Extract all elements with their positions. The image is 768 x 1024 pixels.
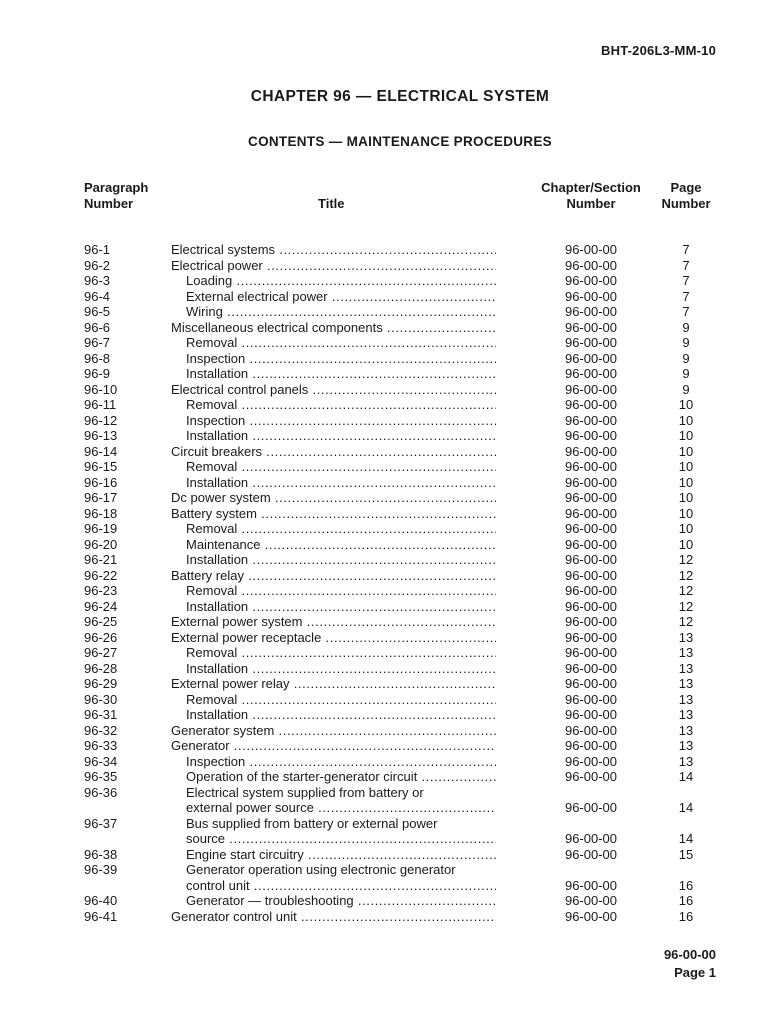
entry-title: Electrical systems ..... <box>171 242 496 258</box>
table-row <box>0 428 768 444</box>
entry-title: Removal ..... <box>186 335 496 351</box>
page-number: 10 <box>678 490 694 505</box>
entry-title: Installation ..... <box>186 599 496 615</box>
paragraph-number: 96-35 <box>84 769 118 784</box>
entry-title: Maintenance ..... <box>186 537 496 553</box>
chapter-section-number: 96-00-00 <box>564 645 618 660</box>
page-number: 12 <box>678 552 694 567</box>
paragraph-number: 96-15 <box>84 459 118 474</box>
entry-title: Removal ..... <box>186 692 496 708</box>
table-row <box>0 692 768 708</box>
entry-title: Installation ..... <box>186 661 496 677</box>
paragraph-number: 96-41 <box>84 908 118 924</box>
table-row <box>0 816 768 832</box>
page-number: 9 <box>682 335 690 350</box>
chapter-section-number: 96-00-00 <box>564 242 618 257</box>
page-number: 16 <box>678 893 694 908</box>
entry-title: Generator control unit ..... <box>171 909 496 925</box>
chapter-section-number: 96-00-00 <box>564 490 618 505</box>
paragraph-number: 96-17 <box>84 490 118 505</box>
entry-title: external power source ..... <box>186 800 496 816</box>
entry-title: source ..... <box>186 831 496 847</box>
paragraph-number: 96-31 <box>84 707 118 722</box>
entry-title: External power system ..... <box>171 614 496 630</box>
table-row <box>0 521 768 537</box>
table-row <box>0 831 768 847</box>
page-number: 13 <box>678 707 694 722</box>
paragraph-number: 96-1 <box>84 242 111 257</box>
page-number: 13 <box>678 722 694 738</box>
paragraph-number: 96-18 <box>84 505 118 521</box>
page-number: 13 <box>678 660 694 676</box>
chapter-section-number: 96-00-00 <box>564 738 618 753</box>
table-row <box>0 382 768 398</box>
table-row <box>0 304 768 320</box>
table-row <box>0 862 768 878</box>
page-number: 10 <box>678 459 694 474</box>
page-number: 9 <box>682 350 690 366</box>
chapter-section-number: 96-00-00 <box>564 676 618 691</box>
chapter-section-number: 96-00-00 <box>564 583 618 598</box>
page-number: 12 <box>678 583 694 598</box>
contents-table <box>0 242 768 924</box>
document-id: BHT-206L3-MM-10 <box>601 43 716 58</box>
entry-title: Circuit breakers ..... <box>171 444 496 460</box>
column-header-chapter-section-number: Chapter/Section Number <box>541 180 641 211</box>
paragraph-number: 96-40 <box>84 893 118 908</box>
chapter-section-number: 96-00-00 <box>564 366 618 381</box>
table-row <box>0 754 768 770</box>
table-row <box>0 614 768 630</box>
paragraph-number: 96-34 <box>84 753 118 769</box>
paragraph-number: 96-11 <box>84 397 117 412</box>
entry-title: Wiring ..... <box>186 304 496 320</box>
entry-title: Inspection ..... <box>186 754 496 770</box>
entry-title: Miscellaneous electrical components ..... <box>171 320 496 336</box>
table-row <box>0 444 768 460</box>
paragraph-number: 96-33 <box>84 738 118 753</box>
entry-title: External power relay ..... <box>171 676 496 692</box>
paragraph-number: 96-16 <box>84 474 118 490</box>
page-number: 10 <box>678 521 694 536</box>
chapter-section-number: 96-00-00 <box>564 769 618 784</box>
paragraph-number: 96-28 <box>84 660 118 676</box>
page-number: 10 <box>678 397 694 412</box>
table-row <box>0 351 768 367</box>
page-number: 13 <box>678 676 694 691</box>
table-row <box>0 661 768 677</box>
page-number: 12 <box>678 598 694 614</box>
paragraph-number: 96-19 <box>84 521 118 536</box>
entry-title: Battery system ..... <box>171 506 496 522</box>
page-number: 10 <box>678 505 694 521</box>
chapter-section-number: 96-00-00 <box>564 304 618 319</box>
entry-title: Engine start circuitry ..... <box>186 847 496 863</box>
table-row <box>0 506 768 522</box>
page-number: 12 <box>678 614 694 629</box>
chapter-section-number: 96-00-00 <box>564 335 618 350</box>
table-row <box>0 878 768 894</box>
entry-title: Electrical control panels ..... <box>171 382 496 398</box>
page-number: 16 <box>678 877 694 893</box>
chapter-section-number: 96-00-00 <box>564 707 618 722</box>
page-number: 13 <box>678 629 694 645</box>
entry-title: Generator system ..... <box>171 723 496 739</box>
page-number: 10 <box>678 428 694 443</box>
paragraph-number: 96-13 <box>84 428 118 443</box>
paragraph-number: 96-37 <box>84 815 118 831</box>
page-number: 14 <box>678 800 694 815</box>
paragraph-number: 96-32 <box>84 722 118 738</box>
entry-title: Removal ..... <box>186 459 496 475</box>
chapter-section-number: 96-00-00 <box>564 319 618 335</box>
page-number: 14 <box>678 769 694 784</box>
page-number: 7 <box>682 273 690 288</box>
page-number: 10 <box>678 412 694 428</box>
page-number: 10 <box>678 443 694 459</box>
paragraph-number: 96-12 <box>84 412 118 428</box>
entry-title: control unit ..... <box>186 878 496 894</box>
page-number: 7 <box>682 242 690 257</box>
chapter-title: CHAPTER 96 — ELECTRICAL SYSTEM <box>250 88 550 105</box>
page-number: 14 <box>678 831 694 846</box>
footer-page-number: Page 1 <box>674 965 716 980</box>
contents-title: CONTENTS — MAINTENANCE PROCEDURES <box>248 134 552 149</box>
page-number: 13 <box>678 753 694 769</box>
entry-title: Generator ..... <box>171 738 496 754</box>
entry-title: Inspection ..... <box>186 413 496 429</box>
paragraph-number: 96-5 <box>84 304 111 319</box>
page-number: 7 <box>682 257 690 273</box>
entry-title: Installation ..... <box>186 366 496 382</box>
table-row <box>0 738 768 754</box>
chapter-section-number: 96-00-00 <box>564 397 618 412</box>
page-number: 9 <box>682 381 690 397</box>
table-row <box>0 599 768 615</box>
paragraph-number: 96-22 <box>84 567 118 583</box>
chapter-section-number: 96-00-00 <box>564 722 618 738</box>
page-number: 7 <box>682 304 690 319</box>
column-header-page-number: Page Number <box>661 180 711 211</box>
paragraph-number: 96-38 <box>84 846 118 862</box>
entry-title: Installation ..... <box>186 475 496 491</box>
chapter-section-number: 96-00-00 <box>564 381 618 397</box>
paragraph-number: 96-2 <box>84 257 111 273</box>
chapter-section-number: 96-00-00 <box>564 598 618 614</box>
chapter-section-number: 96-00-00 <box>564 350 618 366</box>
table-row <box>0 289 768 305</box>
chapter-section-number: 96-00-00 <box>564 908 618 924</box>
page-number: 9 <box>682 366 690 381</box>
paragraph-number: 96-23 <box>84 583 118 598</box>
chapter-section-number: 96-00-00 <box>564 691 618 707</box>
column-header-title: Title <box>318 196 345 211</box>
entry-title: Electrical power ..... <box>171 258 496 274</box>
table-row <box>0 366 768 382</box>
table-row <box>0 397 768 413</box>
page-number: 16 <box>678 908 694 924</box>
table-row <box>0 645 768 661</box>
entry-title: Electrical system supplied from battery or <box>186 784 424 800</box>
table-row <box>0 568 768 584</box>
entry-title: Dc power system ..... <box>171 490 496 506</box>
page-number: 12 <box>678 567 694 583</box>
table-row <box>0 800 768 816</box>
table-row <box>0 676 768 692</box>
paragraph-number: 96-9 <box>84 366 111 381</box>
table-row <box>0 909 768 925</box>
chapter-section-number: 96-00-00 <box>564 877 618 893</box>
paragraph-number: 96-10 <box>84 381 118 397</box>
table-row <box>0 475 768 491</box>
paragraph-number: 96-29 <box>84 676 118 691</box>
chapter-section-number: 96-00-00 <box>564 660 618 676</box>
table-row <box>0 723 768 739</box>
paragraph-number: 96-6 <box>84 319 111 335</box>
chapter-section-number: 96-00-00 <box>564 614 618 629</box>
paragraph-number: 96-25 <box>84 614 118 629</box>
chapter-section-number: 96-00-00 <box>564 288 618 304</box>
paragraph-number: 96-30 <box>84 691 118 707</box>
table-row <box>0 490 768 506</box>
chapter-section-number: 96-00-00 <box>564 831 618 846</box>
chapter-section-number: 96-00-00 <box>564 753 618 769</box>
paragraph-number: 96-27 <box>84 645 118 660</box>
paragraph-number: 96-4 <box>84 288 111 304</box>
entry-title: Removal ..... <box>186 583 496 599</box>
entry-title: Installation ..... <box>186 552 496 568</box>
table-row <box>0 242 768 258</box>
page-number: 10 <box>678 536 694 552</box>
entry-title: Operation of the starter-generator circuit ..... <box>186 769 496 785</box>
paragraph-number: 96-7 <box>84 335 111 350</box>
table-row <box>0 707 768 723</box>
entry-title: Battery relay ..... <box>171 568 496 584</box>
chapter-section-number: 96-00-00 <box>564 567 618 583</box>
chapter-section-number: 96-00-00 <box>564 505 618 521</box>
paragraph-number: 96-8 <box>84 350 111 366</box>
chapter-section-number: 96-00-00 <box>564 536 618 552</box>
paragraph-number: 96-21 <box>84 552 118 567</box>
footer-section-number: 96-00-00 <box>663 947 716 962</box>
chapter-section-number: 96-00-00 <box>564 629 618 645</box>
entry-title: Removal ..... <box>186 521 496 537</box>
page-number: 10 <box>678 474 694 490</box>
page-number: 9 <box>682 319 690 335</box>
chapter-section-number: 96-00-00 <box>564 459 618 474</box>
table-row <box>0 258 768 274</box>
chapter-section-number: 96-00-00 <box>564 800 618 815</box>
paragraph-number: 96-3 <box>84 273 111 288</box>
table-row <box>0 320 768 336</box>
paragraph-number: 96-20 <box>84 536 118 552</box>
entry-title: Removal ..... <box>186 645 496 661</box>
chapter-section-number: 96-00-00 <box>564 521 618 536</box>
table-row <box>0 413 768 429</box>
table-row <box>0 769 768 785</box>
table-row <box>0 537 768 553</box>
page-number: 13 <box>678 691 694 707</box>
entry-title: External power receptacle ..... <box>171 630 496 646</box>
page-number: 15 <box>678 846 694 862</box>
chapter-section-number: 96-00-00 <box>564 428 618 443</box>
table-row <box>0 630 768 646</box>
entry-title: Loading ..... <box>186 273 496 289</box>
paragraph-number: 96-36 <box>84 784 118 800</box>
entry-title: Generator — troubleshooting ..... <box>186 893 496 909</box>
entry-title: External electrical power ..... <box>186 289 496 305</box>
page-number: 7 <box>682 288 690 304</box>
entry-title: Installation ..... <box>186 707 496 723</box>
chapter-section-number: 96-00-00 <box>564 257 618 273</box>
chapter-section-number: 96-00-00 <box>564 273 618 288</box>
entry-title: Inspection ..... <box>186 351 496 367</box>
page-number: 13 <box>678 738 694 753</box>
column-header-paragraph-number: Paragraph Number <box>84 180 149 211</box>
entry-title: Bus supplied from battery or external power <box>186 815 438 831</box>
page-number: 13 <box>678 645 694 660</box>
table-row <box>0 459 768 475</box>
table-row <box>0 335 768 351</box>
chapter-section-number: 96-00-00 <box>564 474 618 490</box>
chapter-section-number: 96-00-00 <box>564 893 618 908</box>
paragraph-number: 96-39 <box>84 862 118 877</box>
paragraph-number: 96-14 <box>84 443 118 459</box>
entry-title: Removal ..... <box>186 397 496 413</box>
table-row <box>0 893 768 909</box>
paragraph-number: 96-24 <box>84 598 118 614</box>
table-row <box>0 552 768 568</box>
table-row <box>0 847 768 863</box>
entry-title: Generator operation using electronic generator <box>186 862 456 877</box>
paragraph-number: 96-26 <box>84 629 118 645</box>
entry-title: Installation ..... <box>186 428 496 444</box>
chapter-section-number: 96-00-00 <box>564 552 618 567</box>
chapter-section-number: 96-00-00 <box>564 846 618 862</box>
table-row <box>0 273 768 289</box>
chapter-section-number: 96-00-00 <box>564 412 618 428</box>
chapter-section-number: 96-00-00 <box>564 443 618 459</box>
table-row <box>0 785 768 801</box>
table-row <box>0 583 768 599</box>
